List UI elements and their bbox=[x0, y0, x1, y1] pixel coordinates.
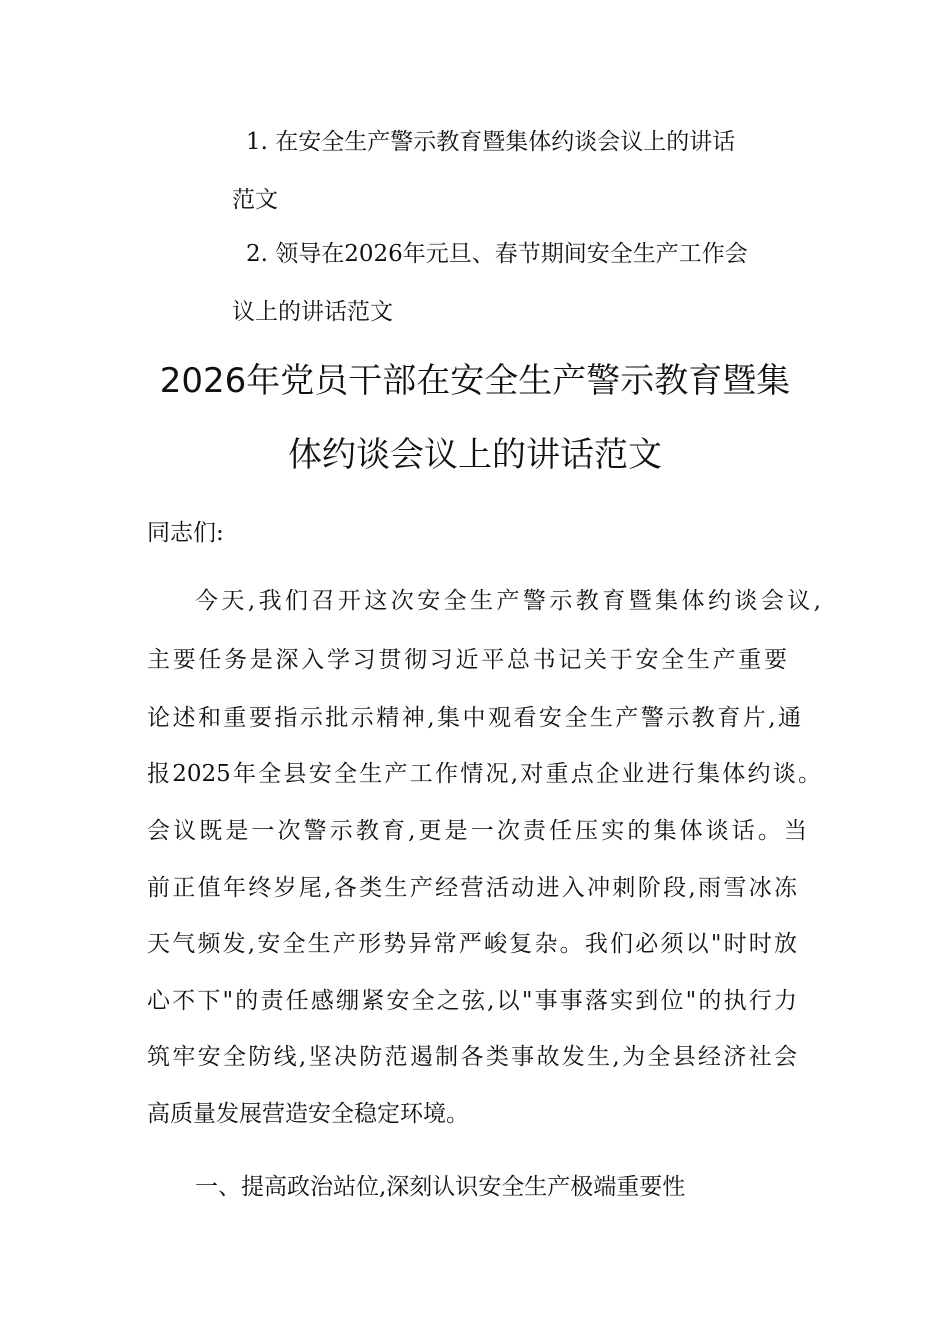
toc-item-2 bbox=[246, 239, 748, 269]
toc-item-1-cont: 范文 bbox=[232, 187, 278, 213]
toc-number: 1. bbox=[246, 129, 268, 155]
toc-item-1 bbox=[246, 127, 735, 157]
toc-text: 领导在2026年元旦、春节期间安全生产工作会 bbox=[275, 241, 748, 267]
document-title-line-1: 2026年党员干部在安全生产警示教育暨集 bbox=[159, 361, 791, 401]
paragraph-line: 今天,我们召开这次安全生产警示教育暨集体约谈会议, bbox=[195, 588, 821, 614]
paragraph-line: 会议既是一次警示教育,更是一次责任压实的集体谈话。当 bbox=[147, 818, 807, 844]
paragraph-line: 前正值年终岁尾,各类生产经营活动进入冲刺阶段,雨雪冰冻 bbox=[147, 875, 797, 901]
paragraph-line: 心不下"的责任感绷紧安全之弦,以"事事落实到位"的执行力 bbox=[147, 988, 797, 1014]
toc-item-2-cont: 议上的讲话范文 bbox=[232, 299, 393, 325]
toc-text: 在安全生产警示教育暨集体约谈会议上的讲话 bbox=[275, 129, 736, 155]
paragraph-line: 报2025年全县安全生产工作情况,对重点企业进行集体约谈。 bbox=[147, 761, 821, 787]
paragraph-line: 高质量发展营造安全稳定环境。 bbox=[147, 1101, 469, 1127]
document-title-line-2: 体约谈会议上的讲话范文 bbox=[288, 435, 662, 475]
toc-number: 2. bbox=[246, 241, 268, 267]
paragraph-line: 天气频发,安全生产形势异常严峻复杂。我们必须以"时时放 bbox=[147, 931, 797, 957]
paragraph-line: 主要任务是深入学习贯彻习近平总书记关于安全生产重要 bbox=[147, 647, 787, 673]
salutation: 同志们: bbox=[147, 520, 224, 546]
section-heading: 一、提高政治站位,深刻认识安全生产极端重要性 bbox=[195, 1174, 686, 1200]
paragraph-line: 论述和重要指示批示精神,集中观看安全生产警示教育片,通 bbox=[147, 705, 801, 731]
paragraph-line: 筑牢安全防线,坚决防范遏制各类事故发生,为全县经济社会 bbox=[147, 1044, 797, 1070]
